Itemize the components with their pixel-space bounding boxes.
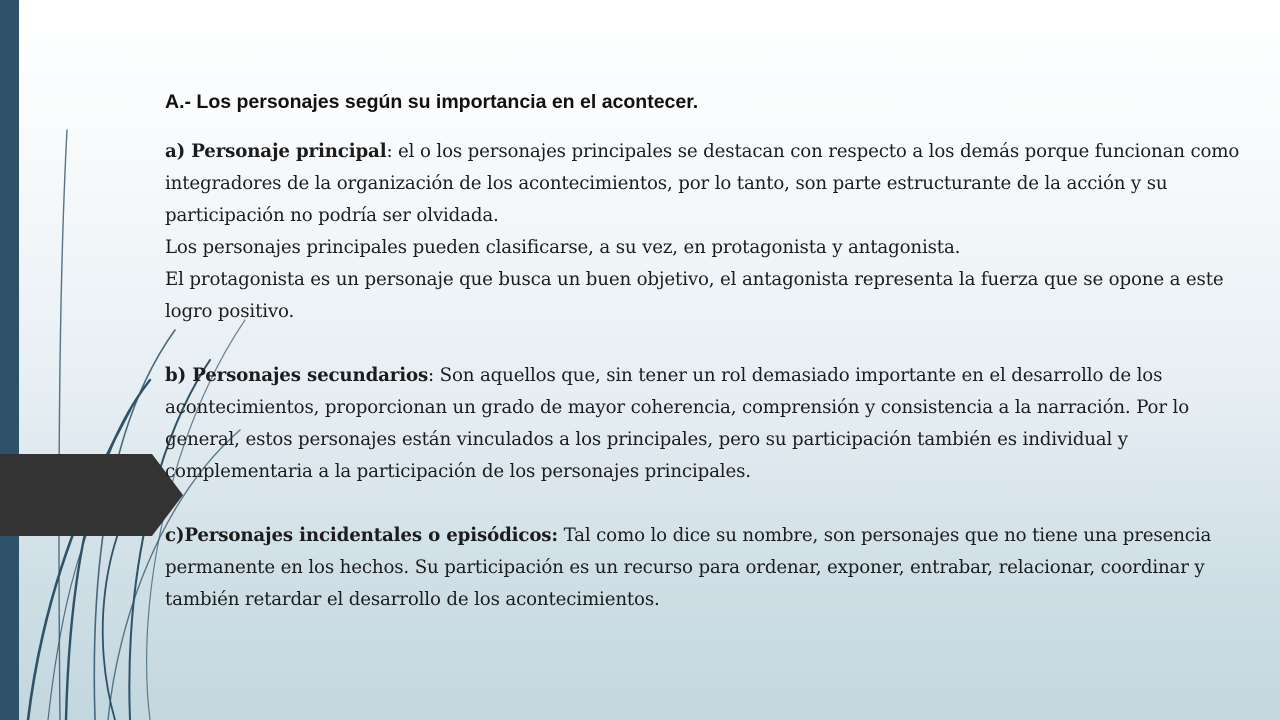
text-principal: : el o los personajes principales se destacan con respecto a los demás porque funcionan como integradores de la organización de los acontecimientos, por lo tanto, son parte estructurante de la acción y su participación no podría ser olvidada. (165, 141, 1240, 226)
dark-arrow-tab (0, 454, 183, 536)
term-principal: a) Personaje principal (165, 141, 387, 162)
paragraph-principal (165, 136, 1245, 232)
spacer (165, 328, 1245, 360)
paragraph-protagonista: El protagonista es un personaje que busca un buen objetivo, el antagonista representa la fuerza que se opone a este logro positivo. (165, 269, 1224, 322)
slide-content (165, 88, 1245, 616)
text-incidentales: Tal como lo dice su nombre, son personajes que no tiene una presencia permanente en los hechos. Su participación es un recurso para ordenar, exponer, entrabar, relacionar, coordinar y también retardar el desarrollo de los acontecimientos. (165, 525, 1212, 610)
curve-line (59, 130, 67, 720)
paragraph-incidentales (165, 520, 1245, 616)
curve-line (66, 380, 150, 720)
slide-heading: A.- Los personajes según su importancia en el acontecer. (165, 91, 699, 113)
paragraph-clasificacion: Los personajes principales pueden clasificarse, a su vez, en protagonista y antagonista. (165, 237, 961, 258)
term-secundarios: b) Personajes secundarios (165, 365, 429, 386)
term-incidentales: c)Personajes incidentales o episódicos: (165, 525, 558, 546)
text-secundarios: : Son aquellos que, sin tener un rol demasiado importante en el desarrollo de los acontecimientos, proporcionan un grado de mayor coherencia, comprensión y consistencia a la narración. Por lo general, estos personajes están vinculados a los principales, pero su participación también es individual y complementaria a la participación de los personajes principales. (165, 365, 1189, 482)
spacer (165, 488, 1245, 520)
paragraph-secundarios (165, 360, 1245, 488)
